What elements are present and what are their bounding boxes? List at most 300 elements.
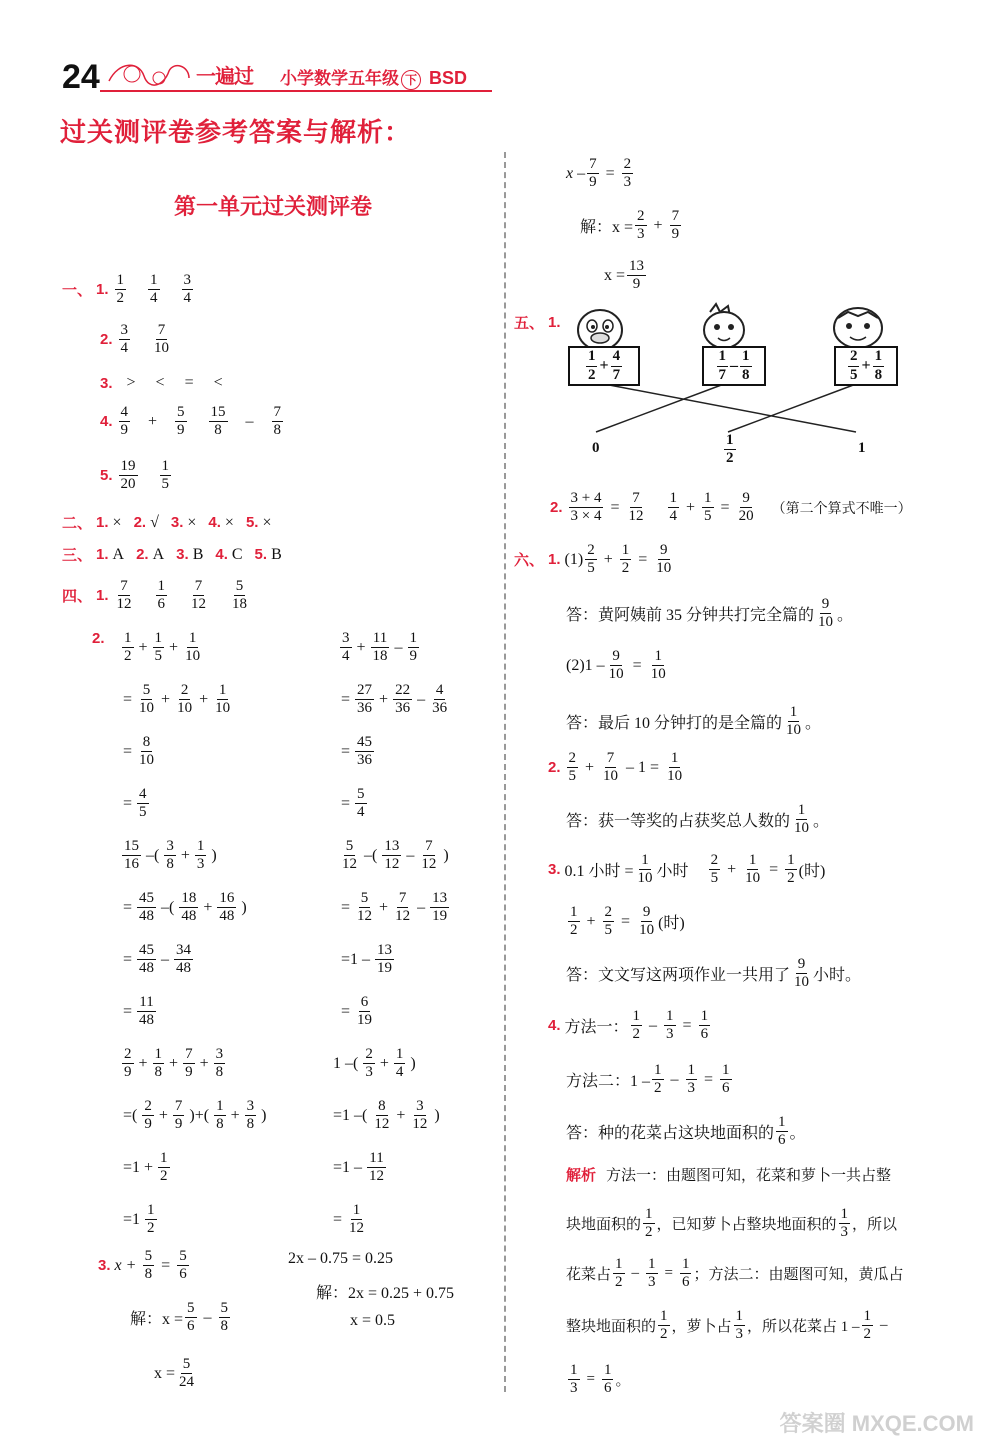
numerator: 11 — [371, 630, 389, 648]
point-half — [722, 432, 738, 468]
denominator: 2 — [570, 922, 578, 939]
fraction — [601, 750, 620, 786]
numerator: 3 — [245, 1098, 257, 1116]
operator: + — [727, 860, 737, 878]
fraction — [635, 208, 647, 244]
fraction — [119, 458, 138, 494]
denominator: 3 — [648, 1274, 656, 1291]
denominator: 10 — [139, 700, 155, 717]
fraction — [643, 1206, 655, 1242]
denominator: 2 — [645, 1224, 653, 1241]
denominator: 2 — [660, 1326, 668, 1343]
part4-q3-eq3 — [154, 1356, 198, 1392]
fraction — [646, 1256, 658, 1292]
fraction — [776, 1114, 788, 1150]
operator: – — [880, 1317, 888, 1334]
question-number: 4. — [208, 514, 221, 531]
fraction — [179, 890, 198, 926]
part4-q3-right-eq1 — [288, 1250, 393, 1268]
denominator: 2 — [632, 1026, 641, 1043]
denominator: 2 — [147, 1220, 155, 1237]
part6-q1b — [566, 648, 670, 684]
answer-text: 。 — [813, 813, 830, 831]
analysis-line-5 — [566, 1362, 630, 1398]
fraction — [115, 578, 134, 614]
fraction — [355, 786, 367, 822]
denominator: 10 — [818, 614, 834, 631]
question-number: 5. — [254, 546, 268, 563]
fraction — [569, 490, 604, 526]
numerator: 1 — [652, 1062, 664, 1080]
operator: – — [417, 898, 426, 916]
point-one: 1 — [858, 440, 866, 456]
denominator: 9 — [185, 1064, 193, 1081]
denominator: 8 — [742, 366, 750, 383]
operator: – — [203, 1308, 212, 1326]
main-title: 过关测评卷参考答案与解析： — [60, 117, 412, 147]
denominator: 18 — [232, 596, 248, 613]
denominator: 48 — [181, 908, 197, 925]
fraction — [160, 458, 172, 494]
operator: + — [169, 1054, 179, 1072]
denominator: 2 — [615, 1274, 623, 1291]
operator: = — [605, 164, 615, 182]
calc-line — [330, 1202, 368, 1238]
denominator: 24 — [179, 1374, 195, 1391]
numerator: 3 — [414, 1098, 426, 1116]
unit-text: (时) — [658, 915, 685, 933]
operator: =1 – — [333, 1158, 363, 1176]
numerator: 1 — [720, 1062, 732, 1080]
fraction — [587, 156, 599, 192]
denominator: 20 — [738, 508, 754, 525]
denominator: 12 — [421, 856, 437, 873]
part1-q3 — [100, 374, 233, 392]
fraction — [410, 1098, 429, 1134]
denominator: 12 — [349, 1220, 365, 1237]
analysis-text: 块地面积的 — [566, 1217, 642, 1234]
denominator: 9 — [120, 422, 129, 439]
numerator: 1 — [664, 1008, 676, 1026]
variable: x — [114, 1256, 122, 1274]
unit-text: (时) — [798, 863, 826, 881]
answer: B — [271, 545, 282, 563]
operator: + — [169, 638, 179, 656]
numerator: 7 — [397, 890, 409, 908]
answer: A — [152, 545, 165, 563]
numerator: 1 — [115, 272, 127, 290]
operator: + — [379, 1054, 389, 1072]
analysis-text: 方法一：由题图可知，花菜和萝卜一共占整 — [606, 1168, 892, 1184]
numerator: 1 — [568, 1362, 580, 1380]
fraction — [145, 1202, 157, 1238]
fraction — [637, 904, 656, 940]
answer-text: 答：最后 10 分钟打的是全篇的 — [566, 715, 783, 733]
denominator: 12 — [116, 596, 132, 613]
fraction — [862, 1308, 874, 1344]
answer: C — [231, 545, 243, 563]
section-title: 第一单元过关测评卷 — [174, 194, 373, 219]
denominator: 10 — [215, 700, 231, 717]
fraction — [816, 596, 835, 632]
operator: = — [341, 690, 351, 708]
question-number: 2. — [136, 546, 149, 563]
fraction — [792, 956, 811, 992]
fraction — [209, 404, 228, 440]
numerator: 2 — [567, 750, 579, 768]
denominator: 8 — [214, 422, 222, 439]
question-number: 1. — [96, 546, 109, 563]
denominator: 12 — [342, 856, 357, 873]
calc-line — [120, 786, 151, 822]
denominator: 48 — [139, 1012, 155, 1029]
part6-q1a-answer — [566, 596, 853, 632]
answer-text: 答：文文写这两项作业一共用了 — [566, 967, 791, 985]
denominator: 48 — [176, 960, 192, 977]
fraction — [143, 1248, 155, 1284]
denominator: 10 — [656, 560, 672, 577]
numerator: 15 — [122, 838, 141, 856]
numerator: 2 — [179, 682, 191, 700]
numerator: 1 — [776, 1114, 788, 1132]
denominator: 12 — [628, 508, 644, 525]
denominator: 6 — [603, 1380, 612, 1397]
denominator: 10 — [154, 340, 170, 357]
col2-eq2 — [580, 208, 683, 244]
denominator: 5 — [604, 922, 613, 939]
denominator: 4 — [120, 340, 129, 357]
denominator: 16 — [124, 856, 139, 873]
numerator: 7 — [670, 208, 682, 226]
answer: × — [262, 513, 272, 531]
denominator: 36 — [357, 752, 373, 769]
fraction — [137, 786, 149, 822]
fraction — [137, 890, 156, 926]
numerator: 7 — [183, 1046, 195, 1064]
operator: = — [123, 898, 133, 916]
operator: = — [341, 742, 351, 760]
part6-q3-answer — [566, 956, 861, 992]
question-number: 1. — [548, 551, 561, 569]
operator: = — [664, 1265, 673, 1282]
part6-q4-answer — [566, 1114, 806, 1150]
fraction — [785, 852, 797, 888]
operator: + — [585, 758, 595, 776]
numerator: 5 — [234, 578, 246, 596]
part6-q4b — [566, 1062, 734, 1098]
operator: =1 — [123, 1210, 141, 1228]
fraction — [137, 942, 156, 978]
answer: × — [112, 513, 122, 531]
denominator: 3 — [365, 1064, 373, 1081]
fraction — [272, 404, 284, 440]
numerator: 5 — [185, 1300, 197, 1318]
denominator: 19 — [357, 1012, 373, 1029]
numerator: 1 — [394, 1046, 406, 1064]
fraction — [214, 1046, 226, 1082]
denominator: 4 — [357, 804, 365, 821]
operator: = — [123, 690, 133, 708]
denominator: 12 — [412, 1116, 428, 1133]
question-number: 3. — [176, 546, 189, 563]
operator: =1 –( — [333, 1106, 368, 1124]
denominator: 2 — [621, 560, 630, 577]
calc-line — [120, 890, 250, 926]
numerator: 1 — [217, 682, 229, 700]
calc-line — [120, 942, 195, 978]
numerator: 1 — [160, 458, 172, 476]
question-number: 3. — [100, 374, 113, 392]
operator: ) — [410, 1054, 416, 1072]
numerator: 1 — [602, 1362, 614, 1380]
header-rule — [100, 90, 492, 92]
fraction — [631, 1008, 643, 1044]
numerator: 7 — [272, 404, 284, 422]
part-label: 四、 — [62, 588, 93, 606]
operator: + — [148, 412, 158, 430]
operator: = — [333, 1210, 343, 1228]
denominator: 8 — [166, 856, 174, 873]
part-label: 三、 — [62, 547, 93, 564]
fraction — [177, 1356, 196, 1392]
question-number: 1. — [548, 314, 561, 331]
operator: – — [649, 1016, 658, 1034]
operator: – — [406, 846, 415, 864]
fraction — [740, 348, 752, 384]
part2 — [62, 512, 272, 533]
answer-text: 答：获一等奖的占获奖总人数的 — [566, 813, 791, 831]
operator: ) — [434, 1106, 440, 1124]
numerator: 1 — [568, 904, 580, 922]
fraction — [185, 1300, 197, 1336]
numerator: 45 — [355, 734, 374, 752]
denominator: 2 — [787, 870, 795, 887]
operator: – — [631, 1265, 640, 1282]
fraction — [686, 1062, 698, 1098]
fraction — [394, 1046, 406, 1082]
fraction — [122, 630, 134, 666]
operator: –( — [161, 898, 175, 916]
part5-q1-number — [514, 312, 565, 333]
denominator: 12 — [357, 908, 373, 925]
numerator: 7 — [423, 838, 435, 856]
answer: √ — [150, 513, 159, 531]
denominator: 9 — [144, 1116, 152, 1133]
fraction — [355, 734, 374, 770]
answer-text: 答：黄阿姨前 35 分钟共打完全篇的 — [566, 607, 815, 625]
analysis-text: ，萝卜占 — [671, 1319, 732, 1336]
numerator: 22 — [393, 682, 412, 700]
fraction — [340, 838, 359, 874]
numerator: 19 — [119, 458, 138, 476]
fraction — [848, 348, 860, 384]
analysis-text: ；方法二：由题图可知，黄瓜占 — [693, 1267, 904, 1284]
numerator: 15 — [209, 404, 228, 422]
fraction — [613, 1256, 625, 1292]
numerator: 5 — [143, 1248, 155, 1266]
book-title-text: 小学数学五年级 — [280, 69, 399, 88]
numerator: 8 — [376, 1098, 388, 1116]
page-number: 24 — [62, 58, 100, 96]
fraction — [654, 542, 673, 578]
denominator: 9 — [174, 1116, 183, 1133]
operator: + — [180, 846, 190, 864]
numerator: 1 — [788, 704, 800, 722]
numerator: 3 + 4 — [569, 490, 604, 508]
method-label: 方法一： — [564, 1019, 629, 1037]
calc-line — [120, 1202, 159, 1238]
denominator: 5 — [587, 560, 595, 577]
fraction — [709, 852, 721, 888]
numerator: 1 — [734, 1308, 746, 1326]
question-number: 4. — [215, 546, 228, 563]
denominator: 12 — [191, 596, 207, 613]
numerator: 1 — [873, 348, 885, 366]
numerator: 1 — [148, 272, 160, 290]
analysis-text: ，已知萝卜占整块地面积的 — [656, 1217, 837, 1234]
answer-text: 小时。 — [813, 967, 862, 985]
denominator: 2 — [726, 450, 734, 467]
denominator: 12 — [384, 856, 400, 873]
fraction — [567, 750, 579, 786]
denominator: 9 — [589, 174, 597, 191]
answer: = — [184, 374, 194, 391]
fraction — [347, 1202, 366, 1238]
watermark: 答案圈 MXQE.COM — [779, 1411, 974, 1436]
answer: × — [187, 513, 197, 531]
denominator: 6 — [778, 1132, 786, 1149]
denominator: 7 — [612, 366, 621, 383]
part4-q3-eq1 — [98, 1248, 191, 1284]
numerator: 9 — [658, 542, 670, 560]
denominator: 5 — [704, 508, 712, 525]
numerator: 7 — [173, 1098, 185, 1116]
denominator: 5 — [154, 648, 163, 665]
analysis-text: 。 — [615, 1373, 631, 1390]
point-zero: 0 — [592, 440, 600, 456]
calc-line — [120, 1046, 227, 1082]
fraction — [245, 1098, 257, 1134]
numerator: 5 — [141, 682, 153, 700]
numerator: 1 — [158, 1150, 170, 1168]
operator: –( — [146, 846, 160, 864]
part1-q4 — [100, 404, 285, 440]
fraction — [119, 404, 131, 440]
operator: = — [341, 1002, 351, 1020]
operator: + — [379, 690, 389, 708]
numerator: 45 — [137, 890, 156, 908]
fraction — [115, 272, 127, 308]
numerator: 1 — [669, 750, 681, 768]
answer-text: 答：种的花菜占这块地面积的 — [566, 1125, 775, 1143]
fraction — [372, 1098, 391, 1134]
denominator: 2 — [587, 366, 596, 383]
operator: = — [341, 898, 351, 916]
answer-text: 。 — [837, 607, 854, 625]
fraction — [137, 734, 156, 770]
operator: + — [199, 690, 209, 708]
fraction — [175, 404, 187, 440]
answer-text: 。 — [789, 1125, 806, 1143]
denominator: 3 — [570, 1380, 578, 1397]
col2-eq1 — [566, 156, 635, 192]
denominator: 10 — [650, 666, 666, 683]
operator: + — [599, 357, 609, 374]
denominator: 48 — [139, 908, 155, 925]
equation-line: 解：2x = 0.25 + 0.75 — [316, 1285, 455, 1302]
fraction — [355, 890, 374, 926]
equation-line: x = 0.5 — [350, 1312, 396, 1329]
numerator: 1 — [620, 542, 632, 560]
denominator: 20 — [120, 476, 136, 493]
question-number: 4. — [548, 1017, 561, 1035]
numerator: 7 — [605, 750, 617, 768]
edition-label: BSD — [429, 68, 468, 88]
denominator: 10 — [639, 922, 655, 939]
denominator: 8 — [154, 1064, 163, 1081]
fraction — [137, 682, 156, 718]
numerator: 13 — [382, 838, 401, 856]
denominator: 10 — [745, 870, 761, 887]
numerator: 1 — [658, 1308, 670, 1326]
numerator: 34 — [174, 942, 193, 960]
part6-q3a — [548, 852, 825, 888]
fraction — [148, 272, 160, 308]
numerator: 1 — [796, 802, 808, 820]
note: （第二个算式不唯一） — [771, 501, 912, 517]
operator: = — [769, 860, 779, 878]
denominator: 5 — [849, 366, 858, 383]
denominator: 5 — [161, 476, 170, 493]
calc-line — [120, 838, 220, 874]
operator: + — [396, 1106, 406, 1124]
fraction — [367, 1150, 386, 1186]
operator: + — [379, 898, 389, 916]
numerator: 1 — [613, 1256, 625, 1274]
denominator: 3 — [687, 1080, 696, 1097]
numerator: 1 — [646, 1256, 658, 1274]
operator: = — [123, 950, 133, 968]
part1-q2 — [100, 322, 173, 358]
denominator: 8 — [216, 1116, 224, 1133]
answer: A — [112, 545, 125, 563]
fraction — [393, 890, 412, 926]
numerator: 1 — [680, 1256, 692, 1274]
fraction — [585, 542, 597, 578]
numerator: 1 — [785, 852, 797, 870]
calc-line — [330, 1098, 443, 1134]
analysis-line-2 — [566, 1206, 897, 1242]
denominator: 8 — [874, 366, 883, 383]
analysis-text: ，所以 — [852, 1217, 898, 1234]
numerator: 13 — [430, 890, 449, 908]
part-label: 六、 — [514, 552, 545, 570]
fraction — [195, 838, 207, 874]
brand-logo: 一遍过 — [196, 66, 253, 88]
operator: = — [123, 742, 133, 760]
fraction — [602, 1362, 614, 1398]
fraction — [652, 1062, 664, 1098]
numerator: 1 — [145, 1202, 157, 1220]
numerator: 2 — [363, 1046, 375, 1064]
part5-q2 — [550, 490, 912, 526]
operator: ) — [443, 846, 449, 864]
denominator: 2 — [124, 648, 132, 665]
operator: – — [417, 690, 426, 708]
operator: = — [638, 550, 648, 568]
fraction — [603, 904, 615, 940]
numerator: 1 — [153, 1046, 165, 1064]
